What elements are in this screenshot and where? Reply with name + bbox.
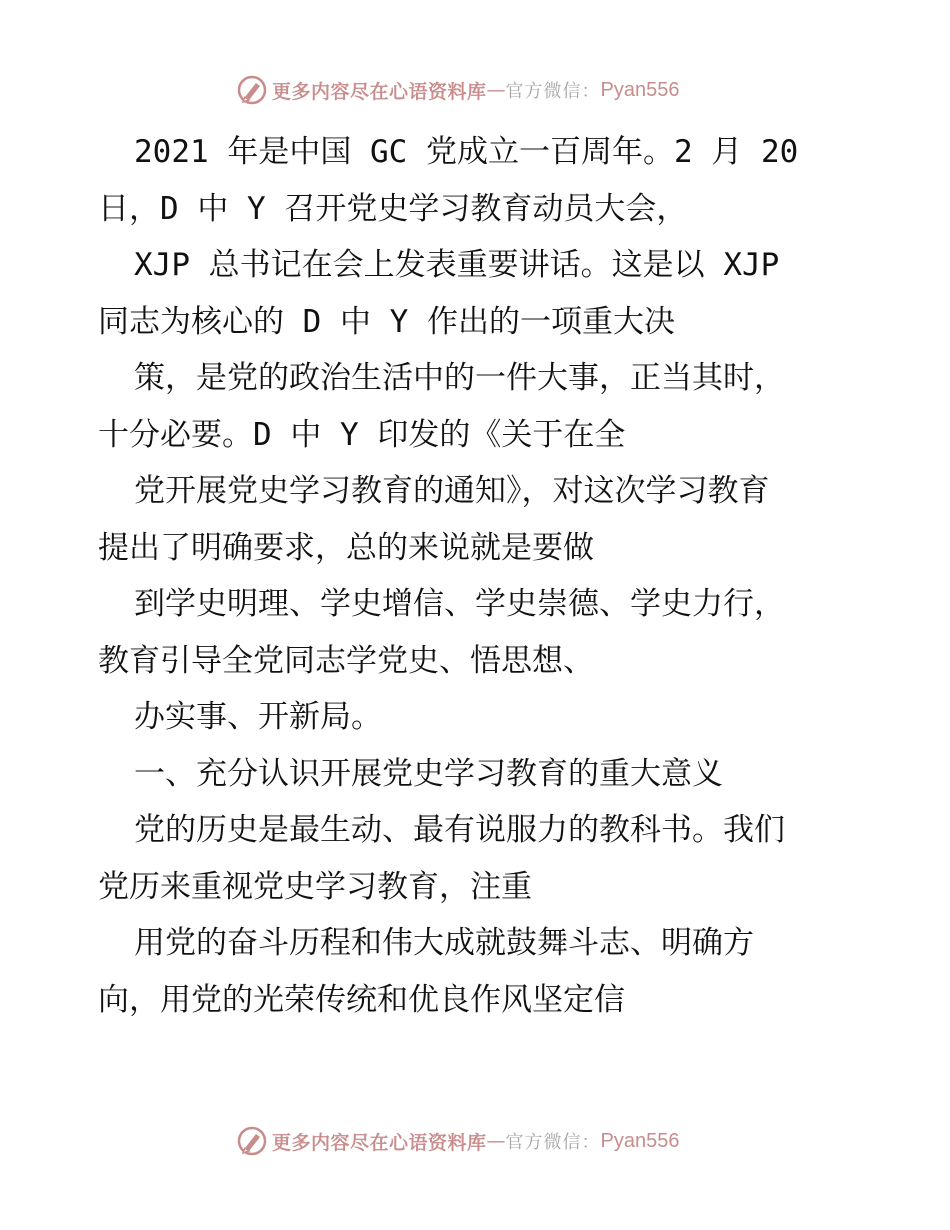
body-line: 策，是党的政治生活中的一件大事，正当其时，	[134, 360, 785, 396]
section-heading: 一、充分认识开展党史学习教育的重大意义	[134, 755, 723, 792]
header-banner	[236, 73, 679, 107]
banner-text: 更多内容尽在心语资料库	[272, 80, 487, 103]
body-line: 日，D 中 Y 召开党史学习教育动员大会，	[98, 190, 688, 227]
footer-banner	[236, 1124, 679, 1158]
body-line: 到学史明理、学史增信、学史崇德、学史力行，	[134, 586, 785, 622]
body-line: 同志为核心的 D 中 Y 作出的一项重大决	[98, 303, 675, 340]
banner-text: 更多内容尽在心语资料库	[272, 1131, 487, 1154]
body-line: 教育引导全党同志学党史、悟思想、	[98, 642, 594, 679]
body-line: 党历来重视党史学习教育，注重	[98, 868, 532, 905]
pen-logo-icon	[236, 1125, 268, 1157]
body-line: 党的历史是最生动、最有说服力的教科书。我们	[134, 812, 785, 848]
wechat-label: 官方微信：	[505, 1132, 601, 1153]
pen-logo-icon	[236, 74, 268, 106]
body-line: XJP 总书记在会上发表重要讲话。这是以 XJP	[134, 247, 780, 283]
banner-separator: —	[486, 79, 506, 101]
wechat-id: Pyan556	[600, 78, 680, 101]
body-line: 办实事、开新局。	[134, 699, 382, 735]
body-line: 十分必要。D 中 Y 印发的《关于在全	[98, 416, 626, 453]
document-body	[98, 124, 878, 1028]
body-line: 党开展党史学习教育的通知》，对这次学习教育	[134, 473, 770, 509]
wechat-id: Pyan556	[600, 1129, 680, 1152]
wechat-label: 官方微信：	[505, 81, 601, 102]
body-line: 向，用党的光荣传统和优良作风坚定信	[98, 981, 625, 1018]
body-line: 提出了明确要求，总的来说就是要做	[98, 529, 594, 566]
body-line: 2021 年是中国 GC 党成立一百周年。2 月 20	[134, 134, 799, 170]
body-line: 用党的奋斗历程和伟大成就鼓舞斗志、明确方	[134, 925, 754, 961]
banner-separator: —	[486, 1130, 506, 1152]
